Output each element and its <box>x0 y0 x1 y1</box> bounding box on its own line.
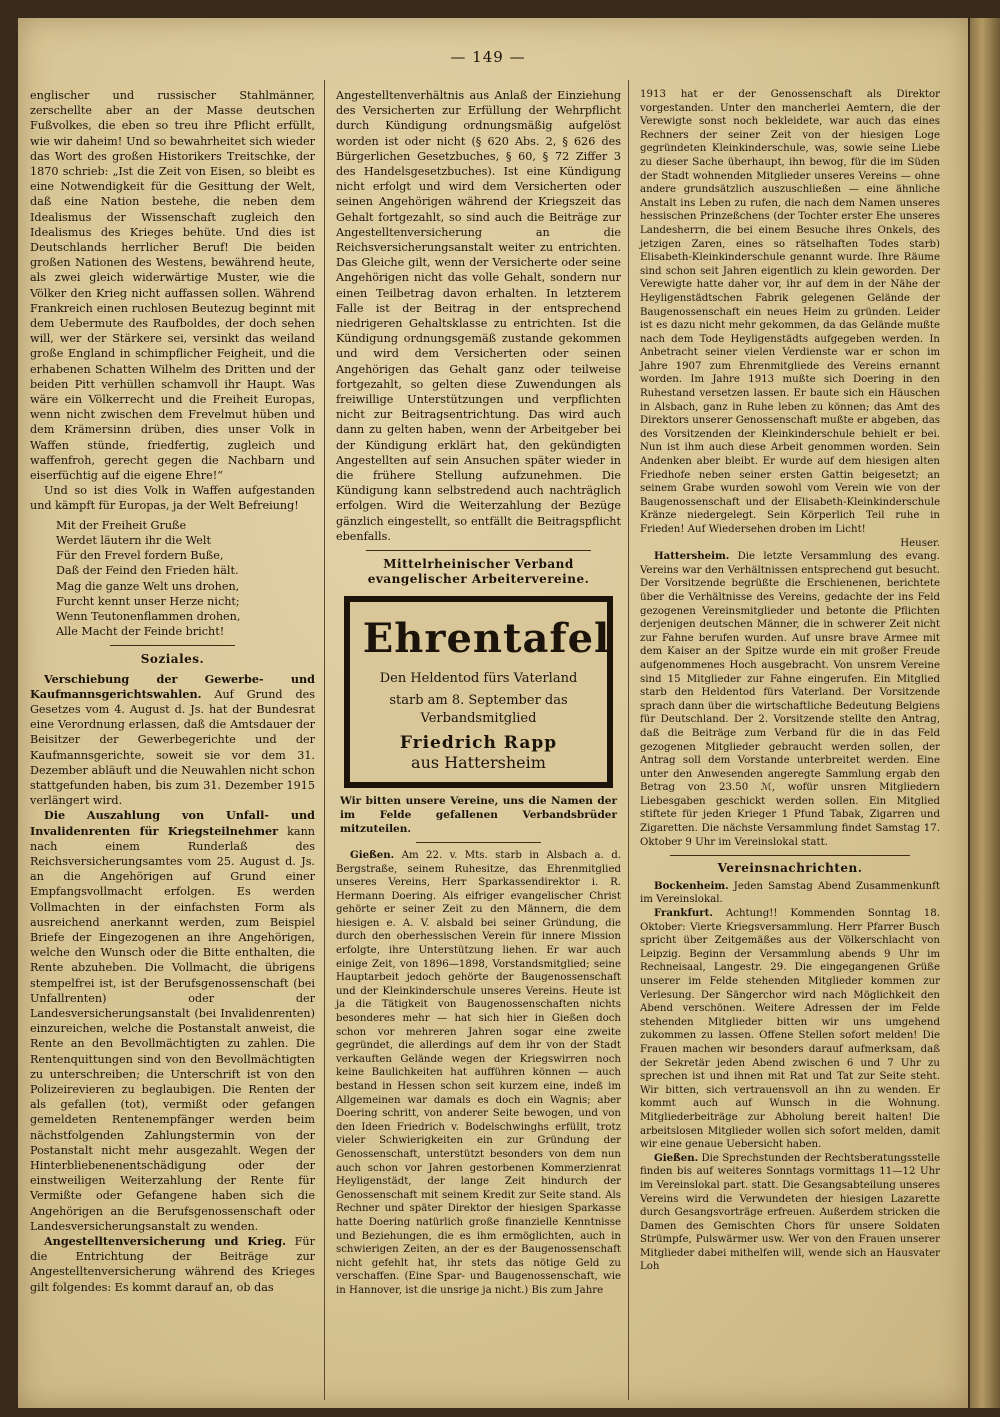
signature: Heuser. <box>900 537 940 549</box>
article-heading: Gießen. <box>350 848 395 861</box>
column-rule <box>628 80 629 1400</box>
ehrentafel-box <box>344 596 613 788</box>
newspaper-page <box>18 18 968 1408</box>
ehrentafel-town: aus Hattersheim <box>411 752 546 772</box>
article-heading: Frankfurt. <box>654 907 713 920</box>
poem-line: Mit der Freiheit Gruße <box>56 518 187 532</box>
ehrentafel-header <box>360 612 611 666</box>
poem-line: Alle Macht der Feinde bricht! <box>56 625 225 639</box>
column-1 <box>30 88 315 1295</box>
poem-line: Wenn Teutonenflammen drohen, <box>56 609 241 623</box>
poem-line: Mag die ganze Welt uns drohen, <box>56 579 240 593</box>
section-title-verband: Mittelrheinischer Verband evangelischer Arbeitervereine. <box>367 557 590 587</box>
article-heading: Angestelltenversicherung und Krieg. <box>44 1234 287 1249</box>
column-rule <box>324 80 325 1400</box>
article-heading: Hattersheim. <box>654 550 730 563</box>
article-body: Achtung!! Kommenden Sonntag 18. Oktober: Vierte Kriegsversammlung. Herr Pfarrer Busch spricht über Zeitgemäßes aus der Völkerschlacht von Leipzig. Beginn der Versammlung abends 9 Uhr im Rechneisaal, Langestr. 29. Die eingegangenen Grüße unserer im Felde stehenden Mitglieder kommen zur Verlesung. Der Sängerchor wird nach Möglichkeit den Abend verschönen. Weitere Adressen der im Felde stehenden Mitglieder bitten wir uns umgehend zukommen zu lassen. Offene Stellen sofort melden! Die Frauen machen wir besonders darauf aufmerksam, daß der Sekretär jeden Abend zwischen 6 und 7 Uhr zu sprechen ist und ihnen mit Rat und Tat zur Seite steht. Wir bitten, sich vertrauensvoll an ihn zu wenden. Er kommt auch auf Wunsch in die Wohnung. Mitgliederbeiträge zur Abholung bereit halten! Die arbeitslosen Mitglieder wollen sich sofort melden, damit wir eine genaue Uebersicht haben. <box>640 908 940 1151</box>
volk-paragraph: Und so ist dies Volk in Waffen aufgestanden und kämpft für Europas, ja der Welt Befreiung! <box>30 484 315 513</box>
article-heading: Gießen. <box>654 1151 699 1164</box>
article <box>640 1152 940 1274</box>
article-heading: Bockenheim. <box>654 879 729 892</box>
treitschke-paragraph: englischer und russischer Stahlmänner, zerschellte aber an der Masse deutschen Fußvolkes, die eben so treu ihre Pflicht erfüllt, wie wir daheim! Und so bewahrheitet sich wieder das Wort des großen Historikers Treitschke, der 1870 schrieb: „Ist die Zeit von Eisen, so bleibt es eine Notwendigkeit für die Gesittung der Welt, daß eine Nation bestehe, die neben dem Idealismus der Wissenschaft zugleich den Idealismus des Krieges behüte. Und dies ist Deutschlands herrlicher Beruf! Die beiden großen Nationen des Westens, bewährend heute, als zwei gleich widerwärtige Muster, wie die Völker den Krieg nicht auffassen sollen. Während Frankreich einen ruchlosen Beutezug beginnt mit dem Uebermute des Raufboldes, der doch sehen will, wer der Stärkere sei, versinkt das weiland große England in schimpflicher Feigheit, und die erhabenen Schatten Wilhelm des Dritten und der beiden Pitt verhüllen schamvoll ihr Haupt. Was wäre ein Völkerrecht und die Freiheit Europas, wenn nicht zwischen dem Frevelmut hüben und dem Krämersinn drüben, dies unser Volk in Waffen stünde, friedfertig, zugleich und waffenfroh, gerecht gegen die Nachbarn und eiserfüchtig auf die eigene Ehre!“ <box>30 89 315 483</box>
section-title-soziales: Soziales. <box>140 652 205 667</box>
poem <box>56 518 315 640</box>
ehrentafel-title: Ehrentafel <box>362 614 611 662</box>
article-body: kann nach einem Runderlaß des Reichsversicherungsamtes vom 25. August d. Js. an die Angehörigen auf Grund einer Empfangsvollmacht erfolgen. Es werden Vollmachten in der einfachsten Form als ausreichend anerkannt werden, zum Beispiel Briefe der Eingezogenen an ihre Angehörigen, welche den Wunsch oder die Bitte enthalten, die Rente abzuheben. Die Vollmacht, die übrigens stempelfrei ist, ist der Berufsgenossenschaft (bei Unfallrenten) oder der Landesversicherungsanstalt (bei Invalidenrenten) einzureichen, welche die Postanstalt anweist, die Rente an den Bevollmächtigten zu zahlen. Die Rentenquittungen sind von den Bevollmächtigten zu unterschreiben; die Unterschrift ist von den Polizeirevieren zu beglaubigen. Die Renten der als gefallen (tot), vermißt oder gefangen gemeldeten Rentenempfänger werden beim nächstfolgenden Zahlungstermin von der Postanstalt nicht mehr ausgezahlt. Wegen der Hinterbliebenenentschädigung oder der einstweiligen Weiterzahlung der Rente für Vermißte oder Gefangene haben sich die Angehörigen an die Berufsgenossenschaft oder Landesversicherungsanstalt zu wenden. <box>30 824 315 1233</box>
page-number: — 149 — <box>450 48 526 66</box>
article-body: Für die Entrichtung der Beiträge zur Angestelltenversicherung während des Krieges gilt folgendes: Es kommt darauf an, ob das <box>30 1235 315 1294</box>
article-body: Am 22. v. Mts. starb in Alsbach a. d. Bergstraße, seinem Ruhesitze, das Ehrenmitglied unseres Vereins, Herr Sparkassendirektor i. R. Hermann Doering. Als eifriger evangelischer Christ gehörte er seiner Zeit zu den Männern, die dem hiesigen e. A. V. alsbald bei seiner Gründung, die durch den oberhessischen Verein für innere Mission erfolgte, ihre Unterstützung liehen. Er war auch einige Zeit, von 1896—1898, Vorstandsmitglied; seine Hauptarbeit jedoch gehörte der Baugenossenschaft und der Kleinkinderschule unseres Vereins. Heute ist ja die Tätigkeit von Baugenossenschaften nichts besonderes mehr — hat sich hier in Gießen doch schon vor mehreren Jahren sogar eine zweite gegründet, die allerdings auf dem ihr von der Stadt verkauften Gelände wegen der Kriegswirren noch keine Baulichkeiten hat aufführen können — auch bestand in Hessen schon seit kurzem eine, indeß im Allgemeinen war damals es doch ein Wagnis; aber Doering schritt, von anderer Seite bewogen, und von den Ideen Friedrich v. Bodelschwinghs erfüllt, trotz vieler Schwierigkeiten ein zur Gründung der Genossenschaft, unterstützt besonders von dem nun auch schon vor Jahren gestorbenen Kommerzienrat Heyligenstädt, der lange Zeit hindurch der Genossenschaft mit seinem Kredit zur Seite stand. Als Rechner und später Direktor der hiesigen Sparkasse hatte Doering natürlich große finanzielle Kenntnisse und Beziehungen, die es ihm ermöglichten, auch in schwierigen Zeiten, an der es der Baugenossenschaft nicht gefehlt hat, ihr stets das nötige Geld zu verschaffen. (Eine Spar- und Baugenossenschaft, wie in Hannover, ist die unsrige ja nicht.) Bis zum Jahre <box>336 849 621 1296</box>
article-body: Die Sprechstunden der Rechtsberatungsstelle finden bis auf weiteres Sonntags vormittags 11—12 Uhr im Vereinslokal part. statt. Die Gesangsabteilung unseres Vereins wird die Verwundeten der hiesigen Lazarette durch Gesangsvorträge erfreuen. Außerdem stricken die Damen des Gemischten Chors für unsere Soldaten Strümpfe, Pulswärmer usw. Wer von den Frauen unserer Mitglieder dabei mithelfen will, wende sich an Hausvater Loh <box>640 1152 940 1273</box>
divider <box>670 855 910 856</box>
article <box>30 808 315 1234</box>
divider <box>416 842 541 843</box>
article-heading: Die Auszahlung von Unfall- und Invalidenrenten für Kriegsteilnehmer <box>30 808 315 838</box>
article <box>640 907 940 1152</box>
book-spine <box>970 18 1000 1408</box>
poem-line: Furcht kennt unser Herze nicht; <box>56 594 240 608</box>
ehrentafel-line: Den Heldentod fürs Vaterland <box>379 670 578 686</box>
poem-line: Daß der Feind den Frieden hält. <box>56 564 239 578</box>
article-heading: Verschiebung der Gewerbe- und Kaufmannsgerichtswahlen. <box>30 671 315 701</box>
column-3 <box>640 88 940 1274</box>
article <box>640 550 940 849</box>
article <box>30 1234 315 1295</box>
article <box>336 849 621 1298</box>
poem-line: Werdet läutern ihr die Welt <box>56 533 211 547</box>
divider <box>110 645 235 646</box>
angestellten-paragraph: Angestelltenverhältnis aus Anlaß der Einziehung des Versicherten zur Erfüllung der Wehrpflicht durch Kündigung ordnungsmäßig aufgelöst worden ist oder nicht (§ 620 Abs. 2, § 626 des Bürgerlichen Gesetzbuches, § 60, § 72 Ziffer 3 des Handelsgesetzbuches). Ist eine Kündigung nicht erfolgt und wird dem Versicherten oder seinen Angehörigen während der Kriegszeit das Gehalt fortgezahlt, so sind auch die Beiträge zur Angestelltenversicherung an die Reichsversicherungsanstalt weiter zu entrichten. Das Gleiche gilt, wenn der Versicherte oder seine Angehörigen nicht das volle Gehalt, sondern nur einen Teilbetrag davon erhalten. In letzterem Falle ist der Beitrag in der entsprechend niedrigeren Gehaltsklasse zu entrichten. Ist die Kündigung ordnungsgemäß zustande gekommen und wird dem Versicherten oder seinen Angehörigen das Gehalt ganz oder teilweise fortgezahlt, so gelten diese Zuwendungen als freiwillige Unterstützungen und verpflichten nicht zur Beitragsentrichtung. Das wird auch dann zu gelten haben, wenn der Arbeitgeber bei der Kündigung erklärt hat, den gekündigten Angestellten auf sein Ansuchen später wieder in die frühere Stellung aufzunehmen. Die Kündigung kann selbstredend auch nachträglich erfolgen. Wird die Weiterzahlung der Bezüge gänzlich eingestellt, so entfällt die Beitragspflicht ebenfalls. <box>336 89 621 543</box>
section-title-vereinsnachrichten: Vereinsnachrichten. <box>717 861 863 876</box>
poem-line: Für den Frevel fordern Buße, <box>56 549 224 563</box>
ehrentafel-caption: Wir bitten unsere Vereine, uns die Namen der im Felde gefallenen Verbandsbrüder mitzuteilen. <box>340 794 617 835</box>
article-body: Jeden Samstag Abend Zusammenkunft im Vereinslokal. <box>640 880 940 906</box>
doering-paragraph: 1913 hat er der Genossenschaft als Direktor vorgestanden. Unter den mancherlei Aemtern, die der Verewigte sonst noch bekleidete, war auch das eines Rechners der seiner Zeit von der hiesigen Loge gegründeten Kleinkinderschule, was, sowie seine Liebe zu dieser Sache überhaupt, ihn bewog, für die im Süden der Stadt wohnenden Mitglieder unseres Vereins — ohne andere grundsätzlich auszuschließen — eine ähnliche Anstalt ins Leben zu rufen, die nach dem Namen unseres hessischen Prinzeßchens (der Tochter erster Ehe unseres Landesherrn, die bei einem Besuche ihres Onkels, des jetzigen Zaren, eines so rätselhaften Todes starb) Elisabeth-Kleinkinderschule genannt wurde. Ihre Räume sind schon seit Jahren eigentlich zu klein geworden. Der Verewigte hatte daher vor, ihr auf dem in der Nähe der Heyligenstädtschen Fabrik gelegenen Gelände der Baugenossenschaft ein neues Heim zu gründen. Leider ist es dazu nicht mehr gekommen, da das Gelände mußte nach dem Tode Heyligenstädts aufgegeben werden. In Anbetracht seiner vielen Verdienste war er schon im Jahre 1907 zum Ehrenmitgliede des Vereins ernannt worden. Im Jahre 1913 mußte sich Doering in den Ruhestand versetzen lassen. Er baute sich ein Häuschen in Alsbach, ganz in Ruhe leben zu können; das Amt des Direktors unserer Genossenschaft mußte er abgeben, das des Vorsitzenden der Kleinkinderschule behielt er bei. Nun ist ihm auch diese Arbeit genommen worden. Sein Andenken aber bleibt. Er wurde auf dem hiesigen alten Friedhofe neben seiner ersten Gattin beigesetzt; an seinem Grabe wurden sowohl vom Verein wie von der Baugenossenschaft und der Elisabeth-Kleinkinderschule Kränze niedergelegt. Sein Körperlich Teil ruhe in Frieden! Auf Wiedersehen droben im Licht! <box>640 89 940 535</box>
article <box>640 880 940 907</box>
article-body: Die letzte Versammlung des evang. Vereins war den Verhältnissen entsprechend gut besucht. Der Vorsitzende begrüßte die Erschienenen, berichtete über die Verhältnisse des Vereins, gedachte der ins Feld gezogenen Vereinsmitglieder und betonte die Pflichten derjenigen deutschen Männer, die in schwerer Zeit nicht zur Fahne berufen wurden. Auf unsre brave Armee mit dem Kaiser an der Spitze wurde ein mit großer Freude aufgenommenes Hoch ausgebracht. Von unsrem Vereine sind 15 Mitglieder zur Fahne eingerufen. Ein Mitglied starb den Heldentod fürs Vaterland. Der Vorsitzende sprach dann über die wirtschaftliche Bedeutung Belgiens für Deutschland. Der 2. Vorsitzende stellte den Antrag, daß die Beiträge zum Verband für die in das Feld gezogenen Mitglieder gebraucht werden sollen, der Antrag soll dem Vorstande unterbreitet werden. Eine unter den Anwesenden angeregte Sammlung ergab den Betrag von 23.50 ℳ, wofür unsren Mitgliedern Liebesgaben geschickt werden sollen. Ein Mitglied stiftete für jeden Krieger 1 Pfund Tabak, Zigarren und Zigaretten. Die nächste Versammlung findet Samstag 17. Oktober 9 Uhr im Vereinslokal statt. <box>640 551 940 848</box>
article-body: Auf Grund des Gesetzes vom 4. August d. Js. hat der Bundesrat eine Verordnung erlassen, daß die Amtsdauer der Beisitzer der Gewerbegerichte und der Kaufmannsgerichte, soweit sie vor dem 31. Dezember abläuft und die Neuwahlen nicht schon stattgefunden haben, bis zum 31. Dezember 1915 verlängert wird. <box>30 687 315 808</box>
column-2 <box>336 88 621 1298</box>
ehrentafel-name: Friedrich Rapp <box>399 732 558 753</box>
divider <box>366 550 591 551</box>
ehrentafel-line: starb am 8. September das Verbandsmitglied <box>389 692 568 726</box>
article <box>30 672 315 809</box>
